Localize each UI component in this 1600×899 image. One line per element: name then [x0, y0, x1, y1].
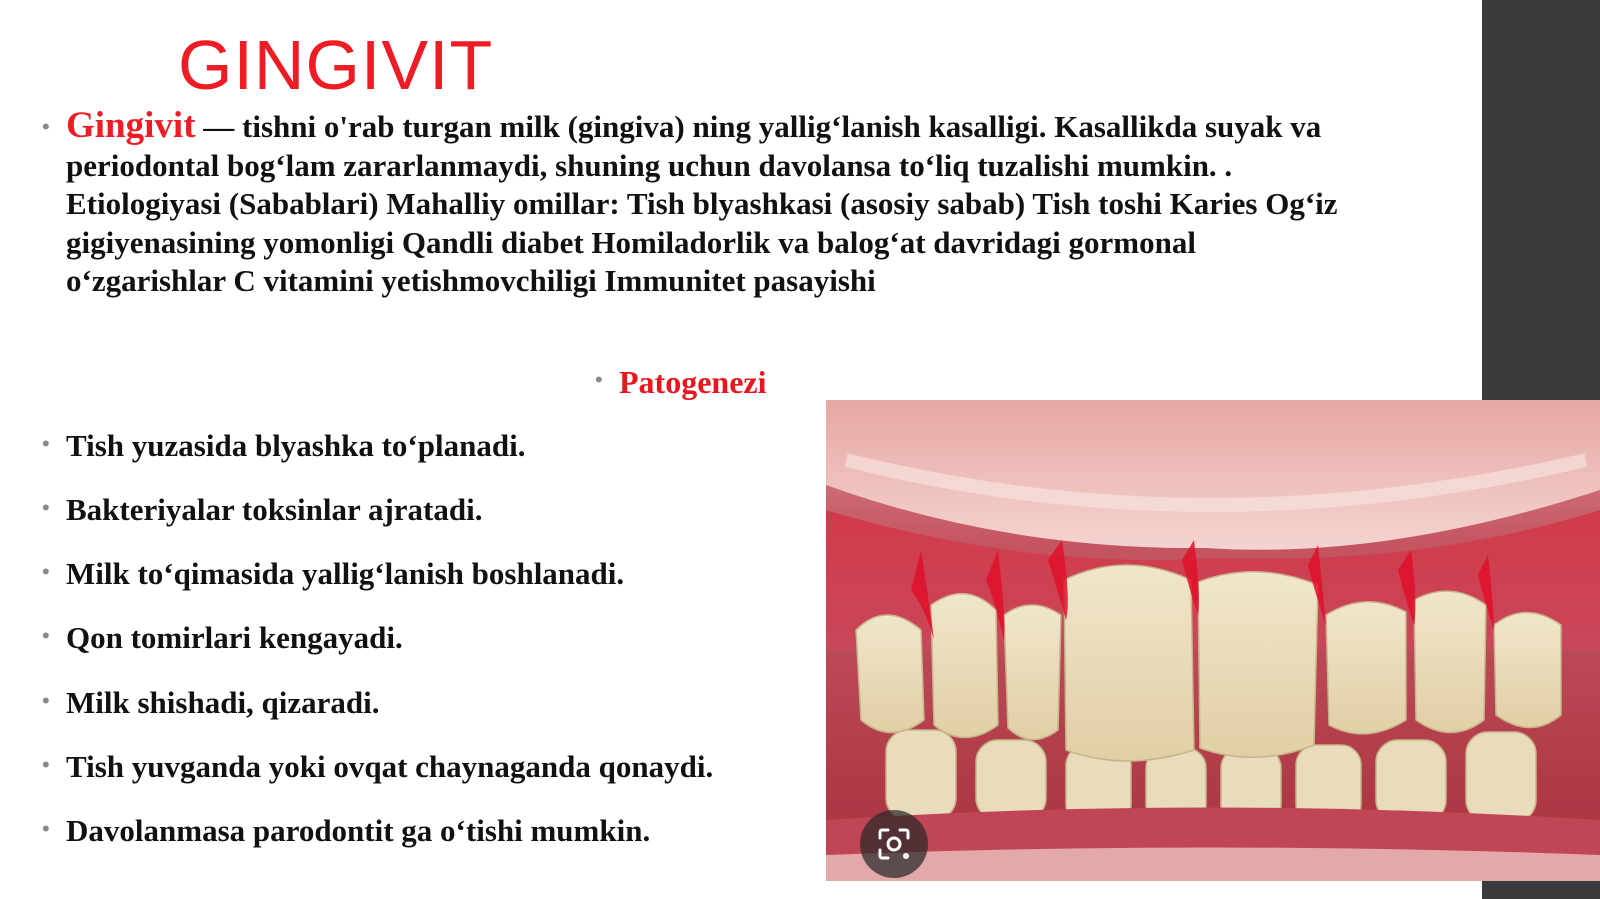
- list-item: Bakteriyalar toksinlar ajratadi.: [66, 492, 483, 527]
- visual-search-icon: [874, 824, 914, 864]
- list-item: Milk to‘qimasida yallig‘lanish boshlanadi.: [66, 556, 625, 591]
- list-item: Davolanmasa parodontit ga o‘tishi mumkin.: [66, 813, 651, 848]
- intro-term: Gingivit: [66, 105, 196, 146]
- gingivitis-photo: [826, 400, 1600, 881]
- bullet-icon: •: [42, 752, 50, 777]
- list-item: Milk shishadi, qizaradi.: [66, 685, 380, 720]
- section-heading: Patogenezi: [619, 364, 767, 400]
- list-item: Qon tomirlari kengayadi.: [66, 620, 403, 655]
- bullet-icon: •: [42, 816, 50, 841]
- visual-search-button[interactable]: [860, 810, 928, 878]
- list-item: Tish yuzasida blyashka to‘planadi.: [66, 428, 526, 463]
- bullet-icon: •: [42, 495, 50, 520]
- bullet-icon: •: [42, 114, 50, 139]
- intro-paragraph: [66, 107, 1346, 301]
- bullet-icon: •: [42, 559, 50, 584]
- bullet-icon: •: [595, 367, 603, 392]
- bullet-icon: •: [42, 623, 50, 648]
- bullet-icon: •: [42, 688, 50, 713]
- slide-title: GINGIVIT: [178, 26, 494, 104]
- bullet-icon: •: [42, 431, 50, 456]
- list-item: Tish yuvganda yoki ovqat chaynaganda qonaydi.: [66, 749, 714, 784]
- intro-text: — tishni o'rab turgan milk (gingiva) ning yallig‘lanish kasalligi. Kasallikda suyak va periodontal bog‘lam zararlanmaydi, shuning uchun davolansa to‘liq tuzalishi mumkin. . Etiologiyasi (Sabablari) Mahalliy omillar: Tish blyashkasi (asosiy sabab) Tish toshi Karies Og‘iz gigiyenasining yomonligi Qandli diabet Homiladorlik va balog‘at davridagi gormonal o‘zgarishlar C vitamini yetishmovchiligi Immunitet pasayishi: [66, 109, 1338, 298]
